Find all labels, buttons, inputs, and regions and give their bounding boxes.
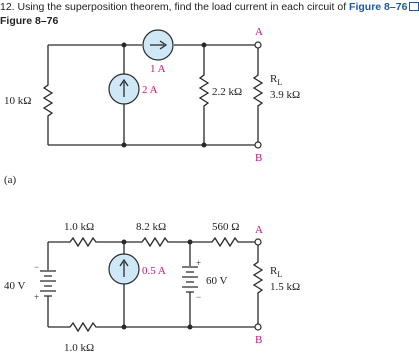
label-b-rl-value: 1.5 kΩ xyxy=(270,281,301,293)
figure-caption: Figure 8–76 xyxy=(0,15,59,27)
label-b-node-B: B xyxy=(255,334,263,346)
terminal-b-A xyxy=(255,239,261,245)
resistor-a-left xyxy=(44,45,52,145)
label-b-v-right-plus: + xyxy=(196,258,202,268)
circuit-b xyxy=(4,221,300,354)
label-b-v-left-plus: + xyxy=(34,292,40,302)
figure-link[interactable]: Figure 8–76 xyxy=(349,1,408,13)
label-b-r4: 1.0 kΩ xyxy=(64,342,95,354)
label-b-r3: 560 Ω xyxy=(212,221,240,233)
label-a-2A: 2 A xyxy=(142,84,158,96)
label-a-rl: $R_L$ xyxy=(270,73,283,87)
bottom-wire-b xyxy=(48,323,258,331)
label-a-r-mid: 2.2 kΩ xyxy=(212,86,243,98)
terminal-b-B xyxy=(255,324,261,330)
label-b-v-left: 40 V xyxy=(4,280,26,292)
label-a-node-A: A xyxy=(255,26,263,38)
external-link-icon[interactable] xyxy=(409,2,419,11)
question-body: 12. Using the superposition theorem, find the load current in each circuit of xyxy=(0,1,347,13)
label-b-v-right-minus: − xyxy=(196,292,202,302)
terminal-a-B xyxy=(255,142,261,148)
label-a-rl-value: 3.9 kΩ xyxy=(270,89,301,101)
terminal-a-A xyxy=(255,42,261,48)
label-a-1A: 1 A xyxy=(150,63,166,75)
label-b-r2: 8.2 kΩ xyxy=(136,221,167,233)
circuit-a xyxy=(4,26,300,186)
label-b-node-A: A xyxy=(255,224,263,236)
label-b-v-left-minus: − xyxy=(34,262,40,272)
resistor-a-load xyxy=(254,45,262,145)
label-a-r-left: 10 kΩ xyxy=(4,95,32,107)
top-wire-b xyxy=(48,238,258,246)
battery-b-left xyxy=(40,271,56,296)
resistor-a-mid xyxy=(200,45,208,145)
battery-b-right xyxy=(182,267,198,292)
label-a-node-B: B xyxy=(255,152,263,164)
label-b-r1: 1.0 kΩ xyxy=(64,221,95,233)
label-b-v-right: 60 V xyxy=(206,275,228,287)
label-b-0.5A: 0.5 A xyxy=(142,265,166,277)
label-a-part: (a) xyxy=(4,174,17,186)
label-b-rl: $R_L$ xyxy=(270,265,283,279)
resistor-b-load xyxy=(254,242,262,327)
